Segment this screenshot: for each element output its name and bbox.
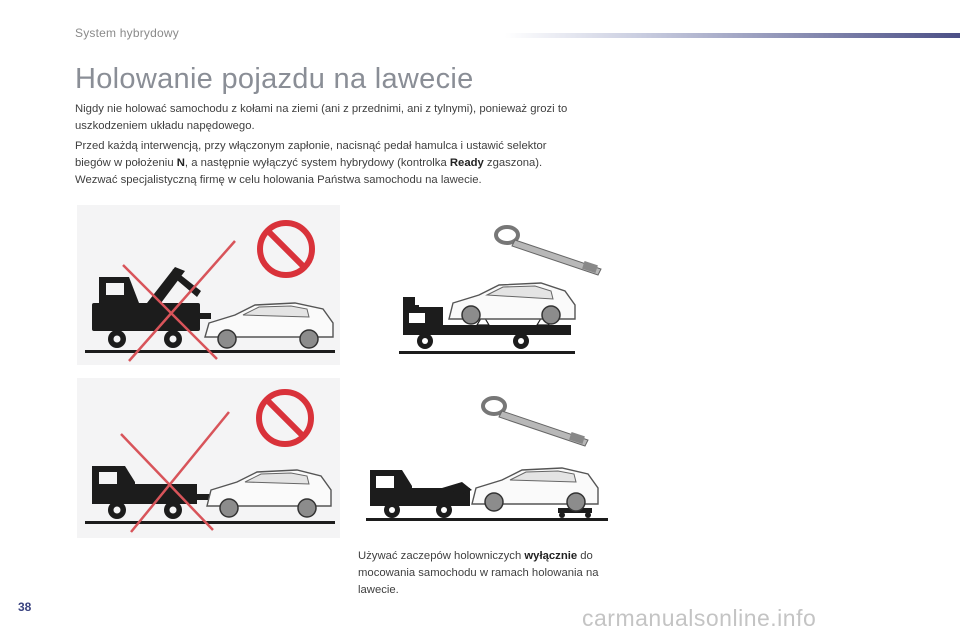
section-label: System hybrydowy: [75, 26, 179, 40]
caption-post: do mocowania samochodu w ramach holowania na lawecie.: [358, 550, 599, 596]
prohibition-icon: [259, 392, 311, 444]
intro-paragraph-2: [75, 138, 635, 189]
p2-line-2-pre: biegów w położeniu: [75, 157, 177, 169]
intro-paragraph-1: Nigdy nie holować samochodu z kołami na ziemi (ani z przednimi, ani z tylnymi), ponieważ grozi to uszkodzeniem układu napędowego.: [75, 103, 568, 132]
towing-eye-icon: [483, 398, 588, 446]
illustration-wheel-lift-forbidden: [77, 378, 340, 538]
car-icon: [449, 283, 575, 324]
caption-towing-eyes: [358, 548, 638, 599]
illustration-crane-tow-forbidden: [77, 205, 340, 365]
p2-line-1: Przed każdą interwencją, przy włączonym zapłonie, nacisnąć pedał hamulca i ustawić selektor: [75, 140, 547, 152]
gear-n: N: [176, 157, 185, 169]
caption-bold: wyłącznie: [524, 550, 578, 562]
prohibition-icon: [260, 223, 312, 275]
p2-line-2-post: zgaszona).: [483, 157, 543, 169]
illustration-flatbed-allowed: [395, 215, 625, 360]
ready-indicator: Ready: [449, 157, 484, 169]
illustration-ramp-flatbed-allowed: [362, 390, 617, 530]
p2-line-2-mid: , a następnie wyłączyć system hybrydowy (kontrolka: [184, 157, 450, 169]
car-icon: [472, 468, 598, 511]
page-number: 38: [18, 600, 32, 614]
header-gradient-bar: [505, 33, 960, 38]
caption-pre: Używać zaczepów holowniczych: [358, 550, 525, 562]
car-icon: [207, 470, 331, 517]
page-title: Holowanie pojazdu na lawecie: [75, 63, 474, 95]
towing-eye-icon: [496, 227, 601, 275]
ground-line: [85, 521, 335, 524]
car-icon: [205, 303, 333, 348]
p2-line-3: Wezwać specjalistyczną firmę w celu holowania Państwa samochodu na lawecie.: [75, 174, 482, 186]
watermark: carmanualsonline.info: [582, 605, 817, 631]
